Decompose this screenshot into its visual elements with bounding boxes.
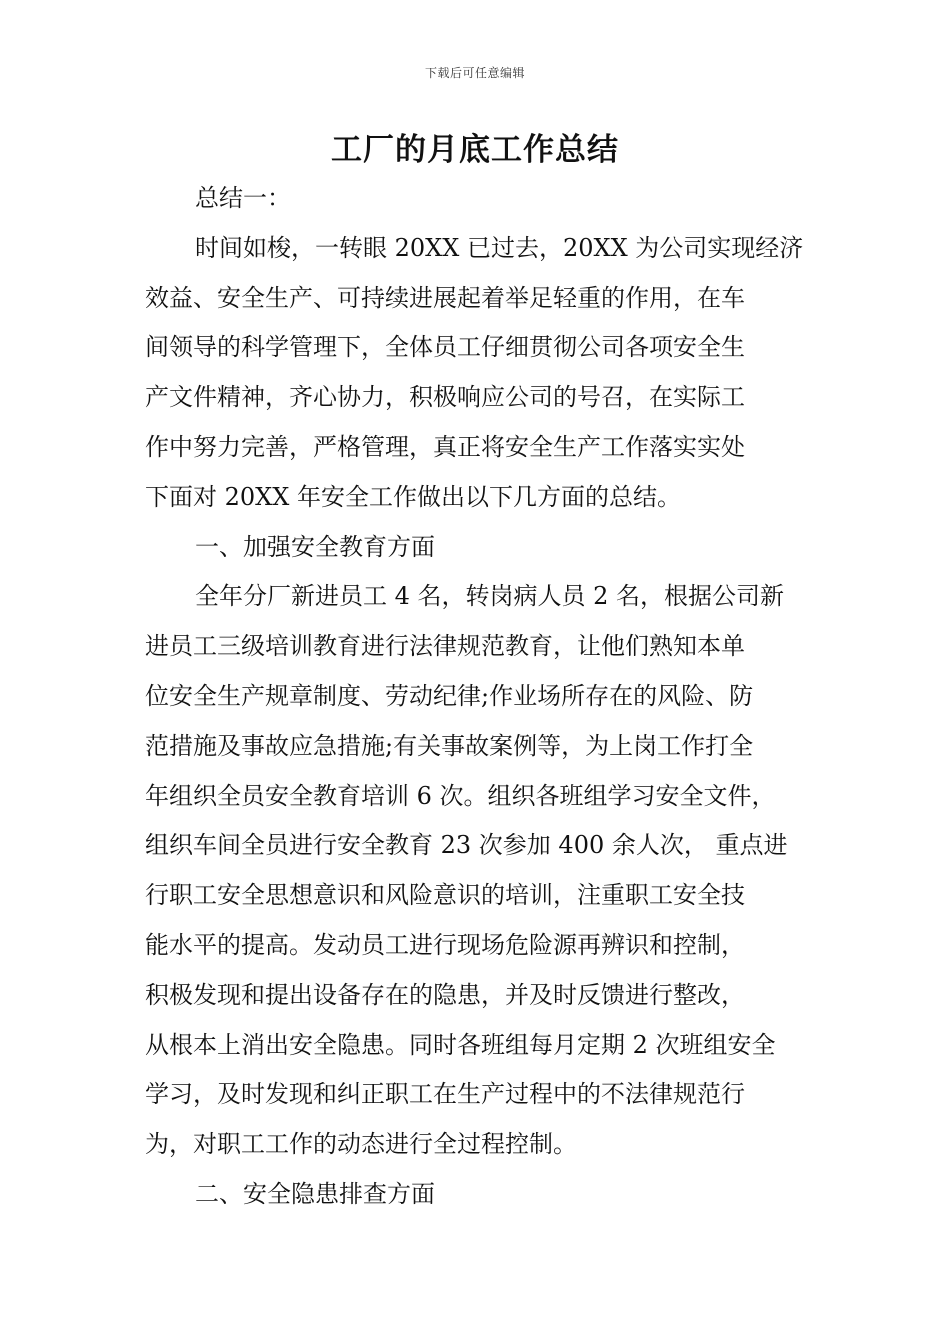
body-line: 年组织全员安全教育培训 6 次。组织各班组学习安全文件， xyxy=(145,781,776,810)
body-line: 二、安全隐患排查方面 xyxy=(195,1179,435,1208)
body-line: 全年分厂新进员工 4 名，转岗病人员 2 名，根据公司新 xyxy=(195,582,785,611)
body-line: 间领导的科学管理下，全体员工仔细贯彻公司各项安全生 xyxy=(145,333,745,362)
document-body xyxy=(145,174,807,1220)
body-line: 效益、安全生产、可持续进展起着举足轻重的作用，在车 xyxy=(145,283,745,312)
body-line: 为，对职工工作的动态进行全过程控制。 xyxy=(145,1130,577,1159)
header-note: 下载后可任意编辑 xyxy=(424,66,525,80)
body-line: 行职工安全思想意识和风险意识的培训，注重职工安全技 xyxy=(145,881,745,910)
body-line: 一、加强安全教育方面 xyxy=(195,532,435,561)
body-line: 积极发现和提出设备存在的隐患，并及时反馈进行整改， xyxy=(145,980,745,1009)
body-line: 时间如梭，一转眼 20XX 已过去，20XX 为公司实现经济 xyxy=(195,233,804,262)
body-line: 学习，及时发现和纠正职工在生产过程中的不法律规范行 xyxy=(145,1080,745,1109)
body-line: 能水平的提高。发动员工进行现场危险源再辨识和控制， xyxy=(145,930,745,959)
body-line: 进员工三级培训教育进行法律规范教育，让他们熟知本单 xyxy=(145,632,745,661)
body-line: 组织车间全员进行安全教育 23 次参加 400 余人次， 重点进 xyxy=(145,831,788,860)
body-line: 产文件精神，齐心协力，积极响应公司的号召，在实际工 xyxy=(145,383,745,412)
body-line: 位安全生产规章制度、劳动纪律;作业场所存在的风险、防 xyxy=(145,681,754,710)
body-line: 作中努力完善，严格管理，真正将安全生产工作落实实处 xyxy=(145,432,745,461)
body-line: 范措施及事故应急措施;有关事故案例等，为上岗工作打全 xyxy=(145,731,754,760)
body-line: 下面对 20XX 年安全工作做出以下几方面的总结。 xyxy=(145,482,681,511)
document-title: 工厂的月底工作总结 xyxy=(331,132,619,168)
body-line: 从根本上消出安全隐患。同时各班组每月定期 2 次班组安全 xyxy=(145,1030,776,1059)
body-line: 总结一： xyxy=(195,184,291,212)
